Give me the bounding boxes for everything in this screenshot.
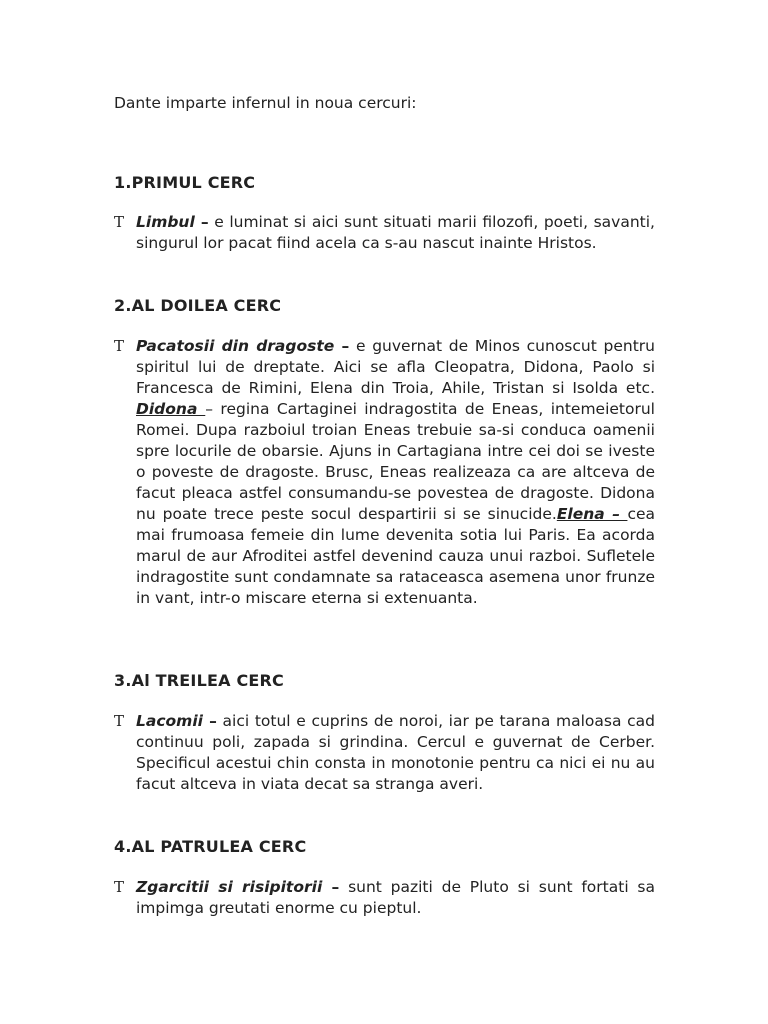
section-text-2c: cea mai frumoasa femeie din lume devenita sotia lui Paris. Ea acorda marul de aur Afroditei astfel devenind cauza unui razboi. Sufletele indragostite sunt condamnate sa rataceasca asemena unor frunze in vant, intr-o miscare eterna si extenuanta. <box>136 505 655 607</box>
section-text-2a: e guvernat de Minos cunoscut pentru spiritul lui de dreptate. Aici se afla Cleopatra, Didona, Paolo si Francesca de Rimini, Elena din Troia, Ahile, Tristan si Isolda etc. <box>136 337 655 397</box>
section-body-1 <box>136 212 655 254</box>
term-dash: – <box>202 712 217 730</box>
section-heading-3: 3.Al TREILEA CERC <box>114 671 284 690</box>
term-zgarcitii: Zgarcitii si risipitorii <box>136 878 323 896</box>
section-heading-1: 1.PRIMUL CERC <box>114 173 256 192</box>
section-body-3 <box>136 711 655 795</box>
section-heading-4: 4.AL PATRULEA CERC <box>114 837 307 856</box>
section-text-1: e luminat si aici sunt situati marii filozofi, poeti, savanti, singurul lor pacat fiind acela ca s-au nascut inainte Hristos. <box>136 213 655 252</box>
intro-text: Dante imparte infernul in noua cercuri: <box>114 94 417 112</box>
section-item-4 <box>114 877 655 919</box>
term-dash: – <box>322 878 340 896</box>
term-elena: Elena – <box>556 505 628 523</box>
section-item-3 <box>114 711 655 795</box>
section-body-4 <box>136 877 655 919</box>
bullet-icon: T <box>114 878 125 896</box>
term-lacomii: Lacomii <box>136 712 203 730</box>
section-item-1 <box>114 212 655 254</box>
term-dash: – <box>334 337 350 355</box>
term-limbul: Limbul <box>136 213 195 231</box>
section-text-3: aici totul e cuprins de noroi, iar pe tarana maloasa cad continuu poli, zapada si grindina. Cercul e guvernat de Cerber. Specificul acestui chin consta in monotonie pentru ca nici ei nu au facut altceva in viata decat sa stranga averi. <box>136 712 655 793</box>
section-text-4: sunt paziti de Pluto si sunt fortati sa impimga greutati enorme cu pieptul. <box>136 878 655 917</box>
term-didona: Didona <box>136 400 206 418</box>
section-body-2 <box>136 336 655 609</box>
term-dash: – <box>194 213 209 231</box>
section-heading-2: 2.AL DOILEA CERC <box>114 296 282 315</box>
bullet-icon: T <box>114 213 125 231</box>
section-text-2b: – regina Cartaginei indragostita de Eneas, intemeietorul Romei. Dupa razboiul troian Eneas trebuie sa-si conduca oamenii spre locurile de obarsie. Ajuns in Cartagiana intre cei doi se iveste o poveste de dragoste. Brusc, Eneas realizeaza ca are altceva de facut pleaca astfel consumandu-se povestea de dragoste. Didona nu poate trece peste socul despartirii si se sinucide. <box>136 400 655 523</box>
bullet-icon: T <box>114 337 125 355</box>
bullet-icon: T <box>114 712 125 730</box>
section-item-2 <box>114 336 655 609</box>
term-pacatosii: Pacatosii din dragoste <box>136 337 335 355</box>
